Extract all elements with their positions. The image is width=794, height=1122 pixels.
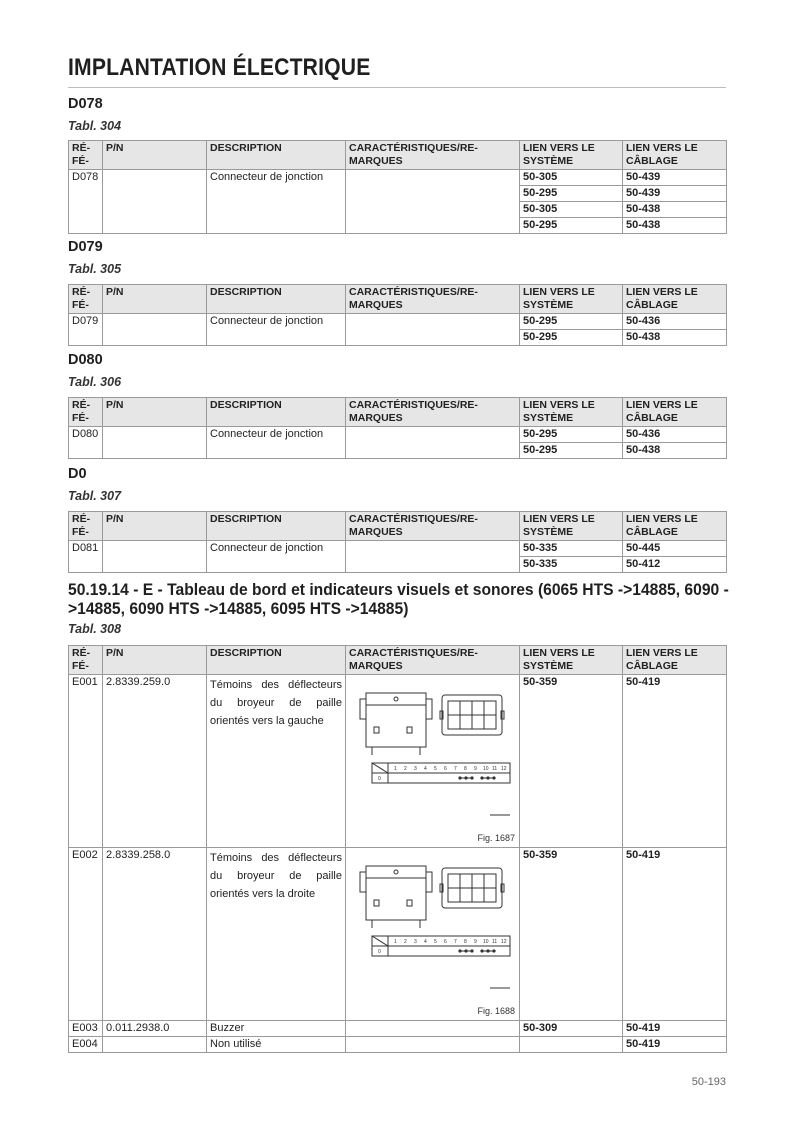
svg-text:10: 10 (483, 939, 489, 945)
table-d078 (68, 140, 727, 234)
cell-description: Connecteur de jonction (207, 427, 346, 459)
cell-system-link: 50-305 (520, 170, 623, 186)
cell-ref: E004 (69, 1037, 103, 1053)
col-header-description: DESCRIPTION (207, 646, 346, 675)
svg-text:6: 6 (444, 766, 447, 772)
cell-remarks (346, 314, 520, 346)
col-header-ref: RÉ- FÉ- (69, 646, 103, 675)
section-heading-d080: D080 (68, 352, 103, 368)
col-header-wiring: LIEN VERS LE CÂBLAGE (623, 141, 727, 170)
cell-description: Buzzer (207, 1021, 346, 1037)
cell-wiring-link: 50-419 (623, 1021, 727, 1037)
table-row (69, 314, 727, 330)
svg-text:0: 0 (378, 949, 381, 955)
svg-text:10: 10 (483, 766, 489, 772)
cell-pn (103, 314, 207, 346)
cell-remarks (346, 1037, 520, 1053)
col-header-pn: P/N (103, 646, 207, 675)
cell-figure (346, 848, 520, 1021)
switch-connector-diagram-icon (352, 685, 516, 835)
cell-pn (103, 170, 207, 234)
svg-text:4: 4 (424, 766, 427, 772)
cell-system-link: 50-359 (520, 675, 623, 848)
cell-system-link (520, 1037, 623, 1053)
cell-system-link: 50-295 (520, 330, 623, 346)
cell-wiring-link: 50-438 (623, 330, 727, 346)
svg-text:1: 1 (394, 766, 397, 772)
cell-system-link: 50-295 (520, 186, 623, 202)
svg-text:11: 11 (492, 766, 498, 772)
cell-description: Connecteur de jonction (207, 541, 346, 573)
cell-wiring-link: 50-445 (623, 541, 727, 557)
cell-figure (346, 675, 520, 848)
cell-wiring-link: 50-438 (623, 443, 727, 459)
col-header-pn: P/N (103, 285, 207, 314)
col-header-remarks: CARACTÉRISTIQUES/RE- MARQUES (346, 646, 520, 675)
table-row (69, 1021, 727, 1037)
col-header-ref: RÉ- FÉ- (69, 512, 103, 541)
table-caption-304: Tabl. 304 (68, 119, 122, 133)
cell-wiring-link: 50-419 (623, 848, 727, 1021)
cell-remarks (346, 541, 520, 573)
section-heading-d079: D079 (68, 239, 103, 255)
cell-pn (103, 1037, 207, 1053)
switch-connector-diagram-icon (352, 858, 516, 1008)
cell-pn (103, 541, 207, 573)
connector-figure (352, 685, 516, 835)
col-header-description: DESCRIPTION (207, 285, 346, 314)
cell-ref: D079 (69, 314, 103, 346)
table-row (69, 848, 727, 1021)
cell-wiring-link: 50-419 (623, 675, 727, 848)
col-header-wiring: LIEN VERS LE CÂBLAGE (623, 398, 727, 427)
cell-ref: D078 (69, 170, 103, 234)
cell-ref: E003 (69, 1021, 103, 1037)
cell-pn: 0.011.2938.0 (103, 1021, 207, 1037)
col-header-description: DESCRIPTION (207, 141, 346, 170)
svg-text:7: 7 (454, 939, 457, 945)
table-row (69, 675, 727, 848)
cell-system-link: 50-309 (520, 1021, 623, 1037)
table-caption-306: Tabl. 306 (68, 375, 122, 389)
cell-system-link: 50-295 (520, 314, 623, 330)
table-header-row (69, 646, 727, 675)
table-row (69, 170, 727, 186)
svg-text:11: 11 (492, 939, 498, 945)
cell-description: Connecteur de jonction (207, 170, 346, 234)
table-header-row (69, 285, 727, 314)
table-caption-307: Tabl. 307 (68, 489, 122, 503)
page-title: IMPLANTATION ÉLECTRIQUE (68, 54, 371, 81)
table-row (69, 427, 727, 443)
svg-text:2: 2 (404, 766, 407, 772)
table-row (69, 1037, 727, 1053)
cell-pn: 2.8339.259.0 (103, 675, 207, 848)
cell-system-link: 50-295 (520, 443, 623, 459)
cell-ref: E001 (69, 675, 103, 848)
cell-wiring-link: 50-439 (623, 170, 727, 186)
col-header-system: LIEN VERS LE SYSTÈME (520, 398, 623, 427)
table-header-row (69, 512, 727, 541)
section-heading-d078: D078 (68, 96, 103, 112)
svg-text:8: 8 (464, 766, 467, 772)
cell-remarks (346, 170, 520, 234)
svg-text:9: 9 (474, 766, 477, 772)
svg-text:2: 2 (404, 939, 407, 945)
table-header-row (69, 398, 727, 427)
col-header-remarks: CARACTÉRISTIQUES/RE- MARQUES (346, 512, 520, 541)
cell-remarks (346, 427, 520, 459)
section-heading-d0: D0 (68, 466, 87, 482)
table-caption-305: Tabl. 305 (68, 262, 122, 276)
cell-ref: D081 (69, 541, 103, 573)
cell-remarks (346, 1021, 520, 1037)
cell-system-link: 50-295 (520, 218, 623, 234)
cell-description: Témoins des déflecteurs du broyeur de paille orientés vers la gauche (207, 675, 346, 848)
col-header-wiring: LIEN VERS LE CÂBLAGE (623, 285, 727, 314)
cell-pn: 2.8339.258.0 (103, 848, 207, 1021)
cell-wiring-link: 50-412 (623, 557, 727, 573)
col-header-description: DESCRIPTION (207, 512, 346, 541)
col-header-remarks: CARACTÉRISTIQUES/RE- MARQUES (346, 141, 520, 170)
col-header-remarks: CARACTÉRISTIQUES/RE- MARQUES (346, 398, 520, 427)
cell-description: Connecteur de jonction (207, 314, 346, 346)
svg-text:9: 9 (474, 939, 477, 945)
col-header-pn: P/N (103, 398, 207, 427)
svg-text:8: 8 (464, 939, 467, 945)
cell-wiring-link: 50-419 (623, 1037, 727, 1053)
col-header-system: LIEN VERS LE SYSTÈME (520, 646, 623, 675)
svg-text:6: 6 (444, 939, 447, 945)
col-header-system: LIEN VERS LE SYSTÈME (520, 141, 623, 170)
svg-text:4: 4 (424, 939, 427, 945)
cell-ref: E002 (69, 848, 103, 1021)
svg-text:0: 0 (378, 776, 381, 782)
col-header-remarks: CARACTÉRISTIQUES/RE- MARQUES (346, 285, 520, 314)
table-d080 (68, 397, 727, 459)
cell-wiring-link: 50-436 (623, 314, 727, 330)
col-header-pn: P/N (103, 512, 207, 541)
svg-text:5: 5 (434, 766, 437, 772)
cell-system-link: 50-359 (520, 848, 623, 1021)
cell-description: Témoins des déflecteurs du broyeur de paille orientés vers la droite (207, 848, 346, 1021)
svg-text:3: 3 (414, 939, 417, 945)
col-header-system: LIEN VERS LE SYSTÈME (520, 285, 623, 314)
svg-text:1: 1 (394, 939, 397, 945)
svg-text:12: 12 (501, 939, 507, 945)
table-row (69, 541, 727, 557)
col-header-wiring: LIEN VERS LE CÂBLAGE (623, 646, 727, 675)
cell-pn (103, 427, 207, 459)
figure-label: Fig. 1688 (477, 1006, 515, 1016)
col-header-ref: RÉ- FÉ- (69, 141, 103, 170)
col-header-ref: RÉ- FÉ- (69, 285, 103, 314)
table-e (68, 645, 727, 1053)
col-header-wiring: LIEN VERS LE CÂBLAGE (623, 512, 727, 541)
table-caption-308: Tabl. 308 (68, 622, 122, 636)
table-d079 (68, 284, 727, 346)
cell-wiring-link: 50-438 (623, 218, 727, 234)
col-header-pn: P/N (103, 141, 207, 170)
title-divider (68, 87, 726, 88)
connector-figure (352, 858, 516, 1008)
cell-ref: D080 (69, 427, 103, 459)
cell-system-link: 50-305 (520, 202, 623, 218)
cell-system-link: 50-295 (520, 427, 623, 443)
cell-wiring-link: 50-436 (623, 427, 727, 443)
figure-label: Fig. 1687 (477, 833, 515, 843)
section-heading-e: 50.19.14 - E - Tableau de bord et indicateurs visuels et sonores (6065 HTS ->14885, 6090 ->14885, 6090 HTS ->14885, 6095 HTS ->14885) (68, 580, 729, 618)
col-header-system: LIEN VERS LE SYSTÈME (520, 512, 623, 541)
cell-wiring-link: 50-439 (623, 186, 727, 202)
svg-text:5: 5 (434, 939, 437, 945)
table-header-row (69, 141, 727, 170)
svg-text:12: 12 (501, 766, 507, 772)
cell-system-link: 50-335 (520, 541, 623, 557)
col-header-ref: RÉ- FÉ- (69, 398, 103, 427)
page-number: 50-193 (691, 1076, 726, 1088)
svg-text:3: 3 (414, 766, 417, 772)
cell-description: Non utilisé (207, 1037, 346, 1053)
col-header-description: DESCRIPTION (207, 398, 346, 427)
cell-system-link: 50-335 (520, 557, 623, 573)
svg-text:7: 7 (454, 766, 457, 772)
table-d081 (68, 511, 727, 573)
cell-wiring-link: 50-438 (623, 202, 727, 218)
